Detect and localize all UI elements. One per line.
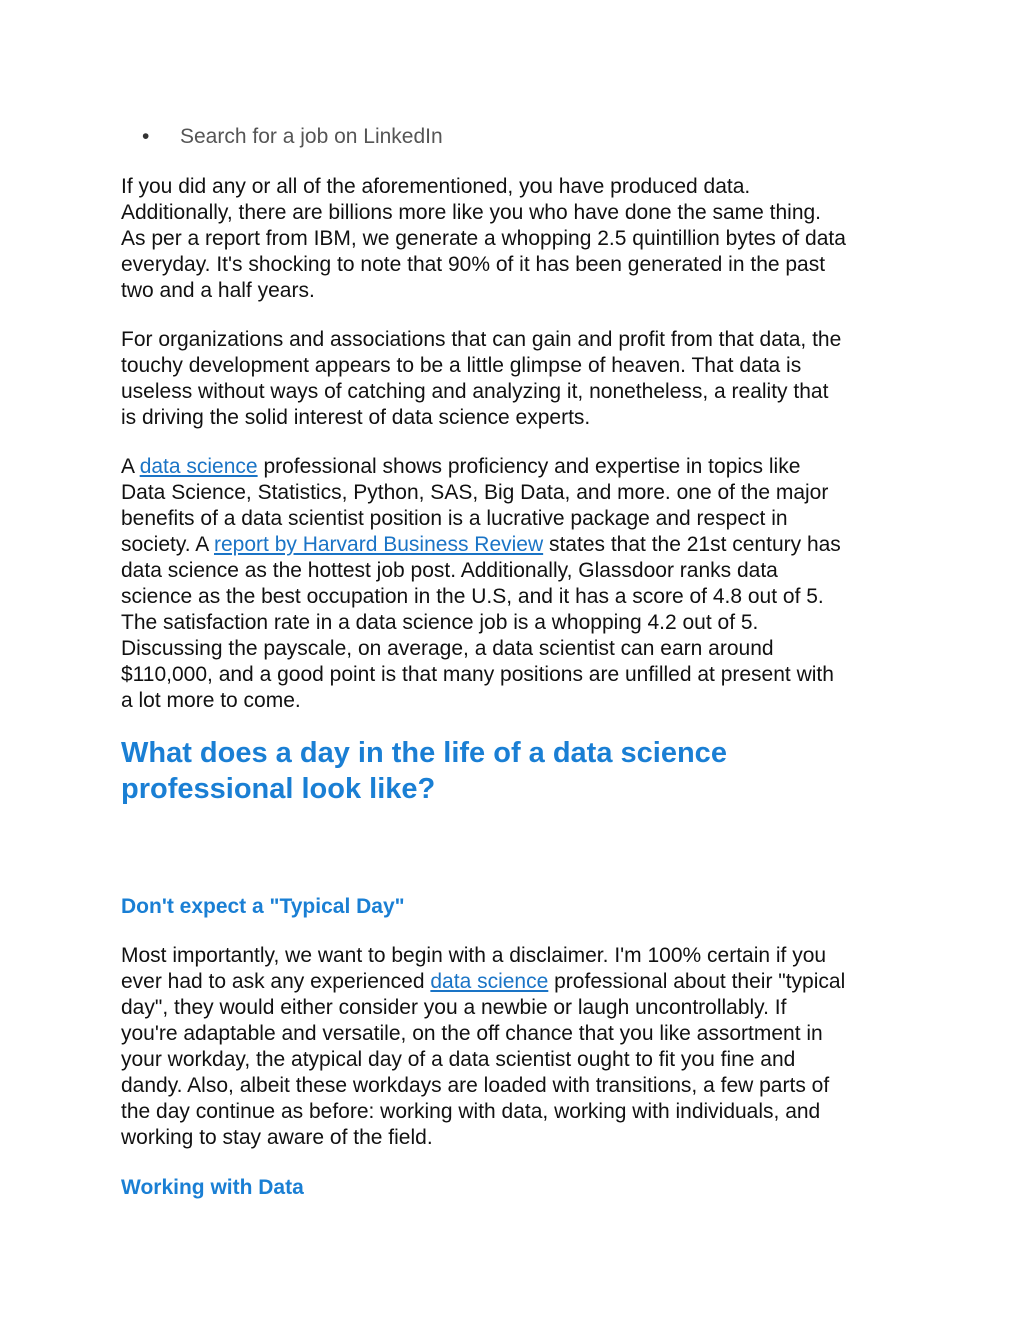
text-line: your workday, the atypical day of a data scientist ought to fit you fine and xyxy=(121,1048,796,1071)
text-line xyxy=(121,532,911,558)
text-line: the day continue as before: working with data, working with individuals, and xyxy=(121,1100,821,1123)
text-line: touchy development appears to be a little glimpse of heaven. That data is xyxy=(121,354,802,377)
text-segment: A xyxy=(121,455,140,478)
text-line: useless without ways of catching and analyzing it, nonetheless, a reality that xyxy=(121,380,829,403)
text-line: dandy. Also, albeit these workdays are loaded with transitions, a few parts of xyxy=(121,1074,830,1097)
text-line: two and a half years. xyxy=(121,279,315,302)
text-segment: society. A xyxy=(121,533,214,556)
text-line: $110,000, and a good point is that many positions are unfilled at present with xyxy=(121,663,834,686)
text-line: For organizations and associations that can gain and profit from that data, the xyxy=(121,328,842,351)
paragraph-data-science-professional xyxy=(121,454,911,714)
heading-line: professional look like? xyxy=(121,773,436,805)
text-line: As per a report from IBM, we generate a whopping 2.5 quintillion bytes of data xyxy=(121,227,846,250)
subheading-working-with-data: Working with Data xyxy=(121,1176,304,1199)
text-line: Discussing the payscale, on average, a data scientist can earn around xyxy=(121,637,774,660)
text-line xyxy=(121,454,911,480)
paragraph-disclaimer xyxy=(121,943,911,1151)
text-line: working to stay aware of the field. xyxy=(121,1126,433,1149)
text-line: benefits of a data scientist position is a lucrative package and respect in xyxy=(121,507,788,530)
bullet-icon: • xyxy=(142,125,150,148)
text-line: Data Science, Statistics, Python, SAS, Big Data, and more. one of the major xyxy=(121,481,829,504)
text-line: you're adaptable and versatile, on the off chance that you like assortment in xyxy=(121,1022,823,1045)
data-science-link[interactable]: data science xyxy=(430,970,549,993)
text-line xyxy=(121,969,911,995)
text-segment: professional shows proficiency and expertise in topics like xyxy=(257,455,801,478)
text-segment: ever had to ask any experienced xyxy=(121,970,431,993)
text-line: science as the best occupation in the U.S, and it has a score of 4.8 out of 5. xyxy=(121,585,824,608)
text-line: is driving the solid interest of data science experts. xyxy=(121,406,591,429)
text-line: If you did any or all of the aforementioned, you have produced data. xyxy=(121,175,751,198)
text-line: Additionally, there are billions more like you who have done the same thing. xyxy=(121,201,822,224)
data-science-link[interactable]: data science xyxy=(139,455,258,478)
list-item-text: Search for a job on LinkedIn xyxy=(180,125,443,148)
section-heading xyxy=(121,735,881,807)
text-line: The satisfaction rate in a data science job is a whopping 4.2 out of 5. xyxy=(121,611,759,634)
text-line: data science as the hottest job post. Additionally, Glassdoor ranks data xyxy=(121,559,778,582)
harvard-business-review-link[interactable]: report by Harvard Business Review xyxy=(214,533,544,556)
text-segment: states that the 21st century has xyxy=(543,533,841,556)
text-line: day", they would either consider you a newbie or laugh uncontrollably. If xyxy=(121,996,787,1019)
text-line: a lot more to come. xyxy=(121,689,301,712)
text-line: Most importantly, we want to begin with a disclaimer. I'm 100% certain if you xyxy=(121,944,827,967)
text-line: everyday. It's shocking to note that 90% of it has been generated in the past xyxy=(121,253,826,276)
list-item xyxy=(142,124,443,150)
subheading-typical-day: Don't expect a "Typical Day" xyxy=(121,895,405,918)
heading-line: What does a day in the life of a data science xyxy=(121,737,727,769)
text-segment: professional about their "typical xyxy=(548,970,846,993)
paragraph-organizations xyxy=(121,327,911,431)
paragraph-data-production xyxy=(121,174,911,304)
